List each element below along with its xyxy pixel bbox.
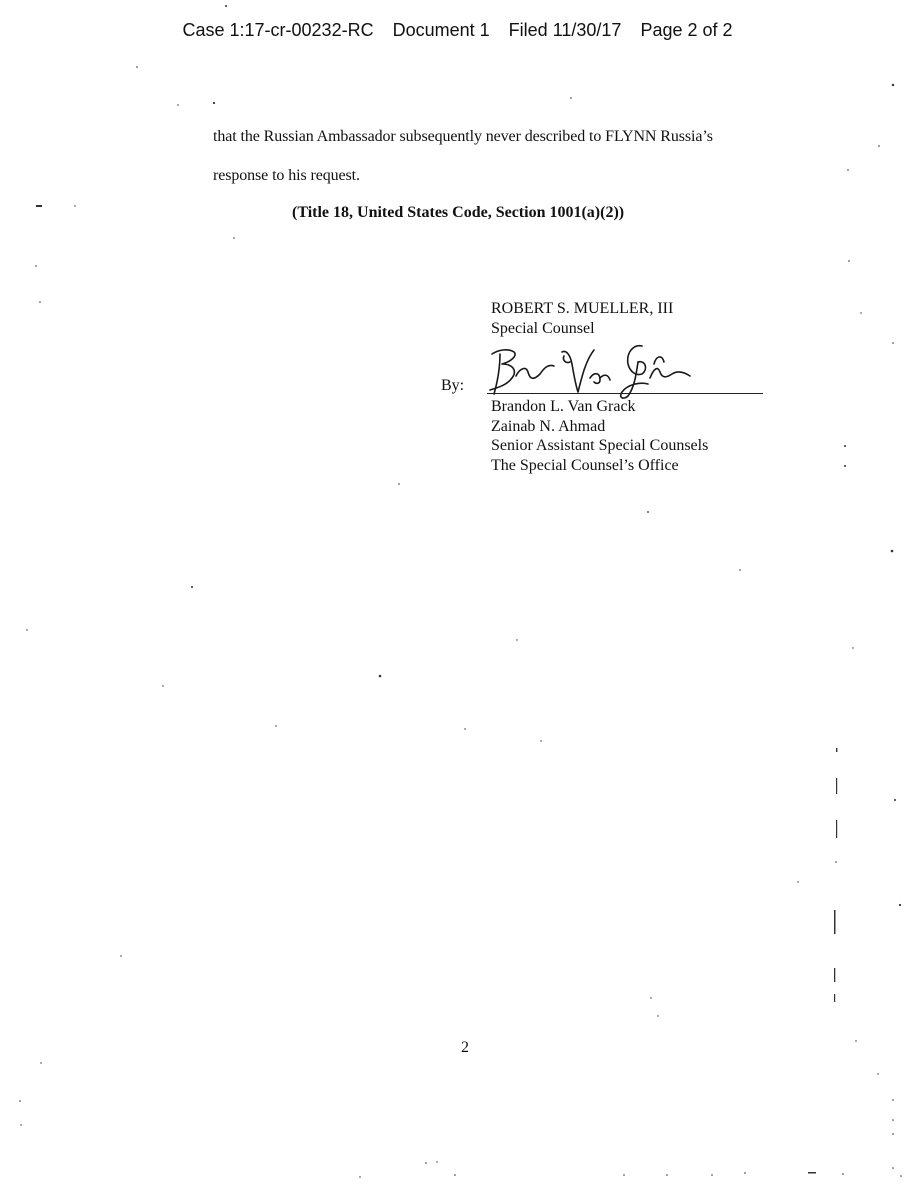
statute-citation: (Title 18, United States Code, Section 1001(a)(2)) bbox=[292, 204, 625, 221]
body-text-line-1: that the Russian Ambassador subsequently never described to FLYNN Russia’s bbox=[213, 128, 713, 145]
body-text-line-2: response to his request. bbox=[213, 167, 360, 184]
page-count: Page 2 of 2 bbox=[640, 20, 733, 40]
signature-line bbox=[487, 393, 763, 394]
case-number: Case 1:17-cr-00232-RC bbox=[182, 20, 374, 40]
signer-title: Senior Assistant Special Counsels bbox=[491, 437, 709, 454]
counsel-name: ROBERT S. MUELLER, III bbox=[491, 300, 674, 317]
signers-block bbox=[491, 397, 708, 475]
document-number: Document 1 bbox=[392, 20, 490, 40]
page-number: 2 bbox=[461, 1039, 469, 1056]
case-header bbox=[0, 20, 915, 41]
signer-name-1: Brandon L. Van Grack bbox=[491, 398, 636, 415]
counsel-block bbox=[491, 299, 673, 338]
counsel-title: Special Counsel bbox=[491, 319, 595, 337]
filed-date: Filed 11/30/17 bbox=[508, 20, 622, 40]
office-name: The Special Counsel’s Office bbox=[491, 456, 679, 474]
handwritten-signature bbox=[478, 336, 708, 406]
signer-name-2: Zainab N. Ahmad bbox=[491, 417, 606, 435]
by-label: By: bbox=[441, 377, 465, 394]
